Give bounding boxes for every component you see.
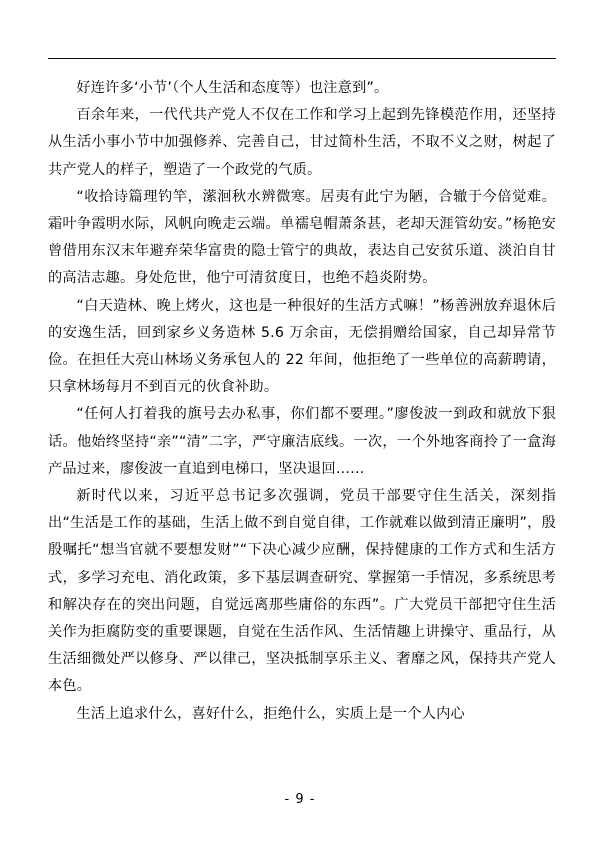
paragraph: 百余年来，一代代共产党人不仅在工作和学习上起到先锋模范作用，还坚持从生活小事小节中加强修养、完善自己，甘过简朴生活，不取不义之财，树起了共产党人的样子，塑造了一个政党的气质。 bbox=[48, 107, 556, 178]
paragraph: “收拾诗篇理钓竿，潆洄秋水辨微寒。居夷有此宁为陋，合辙于今倍觉难。霜叶争霞明水际，风帆向晚走云端。单襦皂帽萧条甚，老却天涯管幼安。”杨艳安曾借用东汉末年避弃荣华富贵的隐士管宁的典故，表达自己安贫乐道、淡泊自甘的高洁志趣。身处危世，他宁可清贫度日，也绝不趋炎附势。 bbox=[48, 188, 556, 287]
paragraph: 生活上追求什么，喜好什么，拒绝什么，实质上是一个人内心 bbox=[76, 705, 465, 722]
paragraph: 好连许多‘小节’（个人生活和态度等）也注意到”。 bbox=[76, 80, 389, 96]
document-body bbox=[48, 75, 556, 728]
header-divider bbox=[48, 58, 556, 59]
paragraph: “任何人打着我的旗号去办私事，你们都不要理。”廖俊波一到政和就放下狠话。他始终坚持“亲”“清”二字，严守廉洁底线。一次，一个外地客商拎了一盒海产品过来，廖俊波一直追到电梯口，坚决退回…… bbox=[48, 406, 556, 477]
paragraph: “白天造林、晚上烤火，这也是一种很好的生活方式嘛！”杨善洲放弃退休后的安逸生活，回到家乡义务造林 5.6 万余亩，无偿捐赠给国家，自己却异常节俭。在担任大亮山林场义务承包人的 22 年间，他拒绝了一些单位的高薪聘请，只拿林场每月不到百元的伙食补助。 bbox=[48, 297, 556, 396]
page-number: - 9 - bbox=[284, 792, 316, 807]
paragraph: 新时代以来，习近平总书记多次强调，党员干部要守住生活关，深刻指出“生活是工作的基础，生活上做不到自觉自律，工作就难以做到清正廉明”，殷殷嘱托“想当官就不要想发财”“下决心减少应酬，保持健康的工作方式和生活方式，多学习充电、消化政策，多下基层调查研究、掌握第一手情况，多系统思考和解决存在的突出问题，自觉远离那些庸俗的东西”。广大党员干部把守住生活关作为拒腐防变的重要课题，自觉在生活作风、生活情趣上讲操守、重品行，从生活细微处严以修身、严以律己，坚决抵制享乐主义、奢靡之风，保持共产党人本色。 bbox=[48, 488, 556, 695]
